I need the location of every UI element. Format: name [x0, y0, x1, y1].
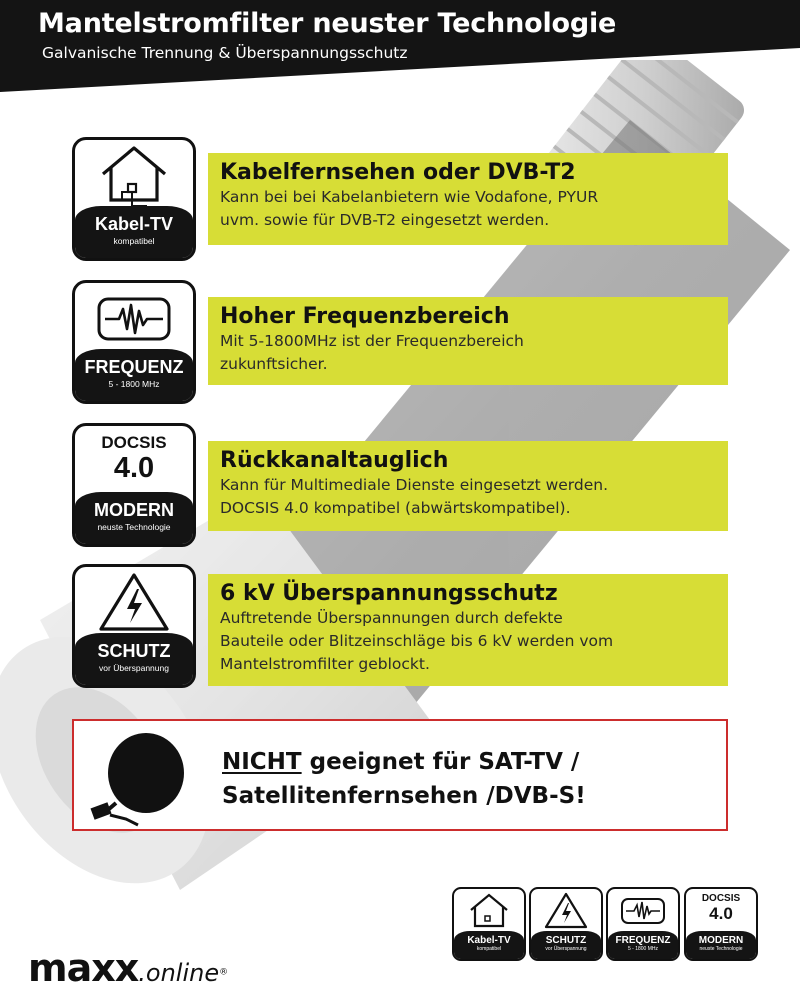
badge-label: SCHUTZ [97, 641, 171, 661]
badge-label: MODERN [698, 935, 744, 946]
logo-reg: ® [219, 967, 229, 978]
feature-line: Kann für Multimediale Dienste eingesetzt werden. [220, 476, 609, 494]
badge-label: Kabel-TV [467, 935, 511, 946]
footer-badge-docsis [684, 887, 758, 961]
docsis-version: 4.0 [113, 452, 155, 484]
badge-label: FREQUENZ [615, 935, 671, 946]
feature-panel-schutz [208, 574, 728, 686]
feature-line: Kann bei bei Kabelanbietern wie Vodafone, PYUR [220, 188, 599, 206]
waveform-icon [608, 889, 678, 933]
badge-label: FREQUENZ [84, 357, 184, 377]
badge-sublabel: 5 - 1800 MHz [627, 946, 658, 952]
feature-line: uvm. sowie für DVB-T2 eingesetzt werden. [220, 211, 550, 229]
badge-docsis [72, 423, 196, 547]
badge-frequenz [72, 280, 196, 404]
footer-badge-schutz [529, 887, 603, 961]
warning-box [72, 719, 728, 831]
feature-heading: Rückkanaltauglich [220, 448, 449, 473]
badge-label: MODERN [94, 500, 174, 520]
badge-sublabel: neuste Technologie [97, 522, 171, 532]
warning-negation: NICHT [222, 749, 302, 775]
feature-panel-frequenz [208, 297, 728, 385]
badge-sublabel: vor Überspannung [99, 663, 169, 673]
feature-heading: Kabelfernsehen oder DVB-T2 [220, 160, 576, 185]
feature-line: DOCSIS 4.0 kompatibel (abwärtskompatibel). [220, 499, 571, 517]
docsis-version: 4.0 [709, 904, 733, 923]
page-title: Mantelstromfilter neuster Technologie [38, 8, 617, 39]
feature-heading: 6 kV Überspannungsschutz [220, 581, 558, 606]
feature-line: Auftretende Überspannungen durch defekte [220, 609, 563, 627]
house-antenna-icon [454, 889, 524, 933]
footer-badge-frequenz [606, 887, 680, 961]
badge-schutz [72, 564, 196, 688]
badge-kabel-tv [72, 137, 196, 261]
waveform-icon [75, 283, 193, 355]
badge-sublabel: kompatibel [113, 236, 155, 246]
warning-line2: Satellitenfernsehen /DVB-S! [222, 783, 586, 809]
docsis-icon [686, 889, 756, 933]
feature-line: Mantelstromfilter geblockt. [220, 655, 430, 673]
feature-line: Bauteile oder Blitzeinschläge bis 6 kV werden vom [220, 632, 614, 650]
logo-tld: .online [138, 959, 220, 987]
feature-panel-rueckkanal [208, 441, 728, 531]
page-subtitle: Galvanische Trennung & Überspannungsschutz [42, 44, 408, 62]
high-voltage-icon [75, 567, 193, 639]
feature-line: Mit 5-1800MHz ist der Frequenzbereich [220, 332, 524, 350]
feature-heading: Hoher Frequenzbereich [220, 304, 510, 329]
brand-logo [28, 946, 228, 990]
satellite-dish-icon [82, 727, 192, 827]
docsis-word: DOCSIS [101, 433, 167, 452]
house-antenna-icon [75, 140, 193, 212]
logo-main: maxx [28, 946, 139, 990]
badge-sublabel: neuste Technologie [699, 946, 743, 952]
badge-label: Kabel-TV [94, 214, 173, 234]
badge-label: SCHUTZ [545, 935, 587, 946]
feature-panel-kabel-tv [208, 153, 728, 245]
warning-text [222, 745, 586, 813]
footer-badge-kabel-tv [452, 887, 526, 961]
badge-sublabel: kompatibel [476, 946, 502, 952]
feature-line: zukunftsicher. [220, 355, 328, 373]
docsis-icon [75, 426, 193, 498]
docsis-word: DOCSIS [701, 893, 741, 904]
badge-sublabel: 5 - 1800 MHz [108, 379, 160, 389]
badge-sublabel: vor Überspannung [545, 946, 587, 952]
high-voltage-icon [531, 889, 601, 933]
warning-line1: geeignet für SAT-TV / [301, 749, 580, 775]
